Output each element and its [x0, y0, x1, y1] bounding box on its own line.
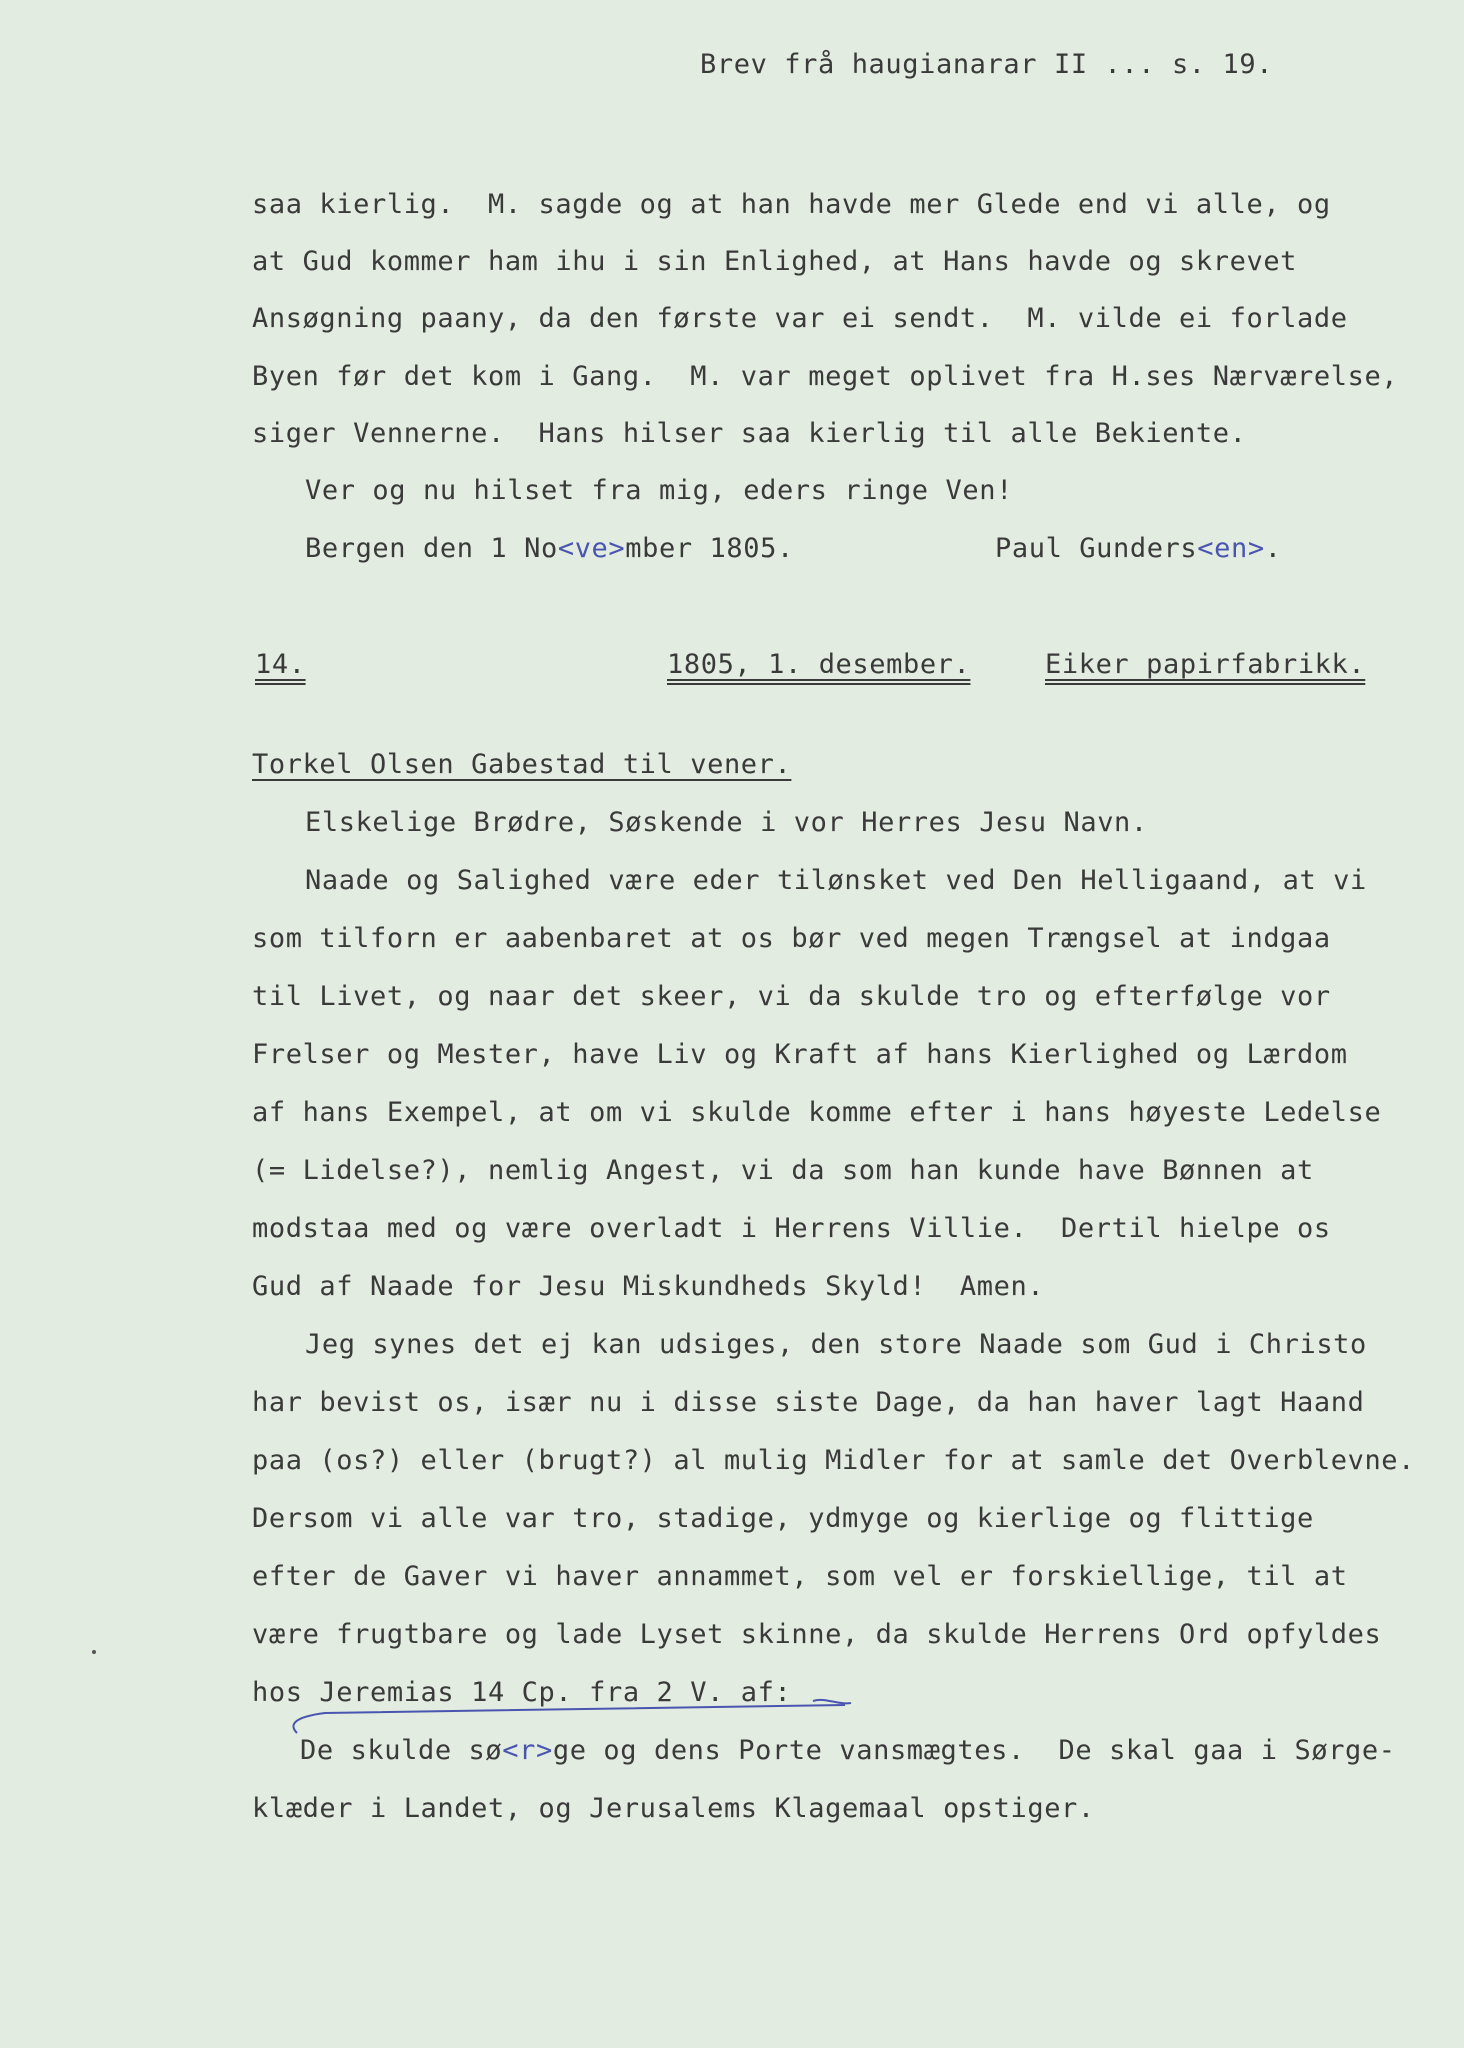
body-line: Frelser og Mester, have Liv og Kraft af hans Kierlighed og Lærdom [252, 1039, 1348, 1070]
body-line: Naade og Salighed være eder tilønsket ved Den Helligaand, at vi [305, 865, 1367, 896]
pen-insertion: <en> [1197, 533, 1265, 564]
body-line: hos Jeremias 14 Cp. fra 2 V. af: [252, 1677, 792, 1708]
pen-insertion: <ve> [557, 533, 626, 564]
body-line: til Livet, og naar det skeer, vi da skulde tro og efterfølge vor [252, 981, 1331, 1012]
date-place-text: Bergen den 1 No [305, 533, 558, 564]
body-line: siger Vennerne. Hans hilser saa kierlig til alle Bekiente. [252, 418, 1247, 449]
signature-text: Paul Gunders [995, 533, 1198, 564]
letter-date: 1805, 1. desember. [667, 649, 971, 680]
body-line: være frugtbare og lade Lyset skinne, da skulde Herrens Ord opfyldes [252, 1619, 1382, 1650]
body-line: Byen før det kom i Gang. M. var meget oplivet fra H.ses Nærværelse, [252, 361, 1399, 392]
date-rest-text: mber 1805. [625, 533, 794, 564]
pen-insertion: <r> [502, 1735, 553, 1766]
body-line: Dersom vi alle var tro, stadige, ydmyge og kierlige og flittige [252, 1503, 1314, 1534]
body-line: som tilforn er aabenbaret at os bør ved megen Trængsel at indgaa [252, 923, 1331, 954]
date-place-line [305, 532, 794, 566]
quote-line: klæder i Landet, og Jerusalems Klagemaal opstiger. [252, 1793, 1095, 1824]
signature-end: . [1264, 533, 1282, 564]
body-line: modstaa med og være overladt i Herrens Villie. Dertil hielpe os [252, 1213, 1331, 1244]
closing-line: Ver og nu hilset fra mig, eders ringe Ven! [305, 475, 1013, 506]
body-line: (= Lidelse?), nemlig Angest, vi da som han kunde have Bønnen at [252, 1155, 1314, 1186]
letter-heading: Torkel Olsen Gabestad til vener. [252, 749, 792, 780]
signature [995, 532, 1282, 566]
salutation: Elskelige Brødre, Søskende i vor Herres Jesu Navn. [305, 807, 1148, 838]
body-line: har bevist os, især nu i disse siste Dage, da han haver lagt Haand [252, 1387, 1365, 1418]
margin-speck [92, 1650, 96, 1654]
body-line: paa (os?) eller (brugt?) al mulig Midler for at samle det Overblevne. [252, 1445, 1416, 1476]
body-line: Ansøgning paany, da den første var ei sendt. M. vilde ei forlade [252, 303, 1348, 334]
quote-rest: ge og dens Porte vansmægtes. De skal gaa i Sørge- [552, 1735, 1396, 1766]
body-line: Gud af Naade for Jesu Miskundheds Skyld! Amen. [252, 1271, 1045, 1302]
quote-text: De skulde sø [300, 1735, 503, 1766]
quote-line [300, 1734, 1396, 1768]
letter-place: Eiker papirfabrikk. [1045, 649, 1366, 680]
body-line: af hans Exempel, at om vi skulde komme efter i hans høyeste Ledelse [252, 1097, 1382, 1128]
running-title: Brev frå haugianarar II ... s. 19. [700, 49, 1274, 80]
body-line: efter de Gaver vi haver annammet, som vel er forskiellige, til at [252, 1561, 1348, 1592]
body-line: at Gud kommer ham ihu i sin Enlighed, at Hans havde og skrevet [252, 246, 1298, 277]
body-line: Jeg synes det ej kan udsiges, den store Naade som Gud i Christo [305, 1329, 1367, 1360]
letter-number: 14. [255, 649, 306, 680]
body-line: saa kierlig. M. sagde og at han havde mer Glede end vi alle, og [252, 189, 1331, 220]
